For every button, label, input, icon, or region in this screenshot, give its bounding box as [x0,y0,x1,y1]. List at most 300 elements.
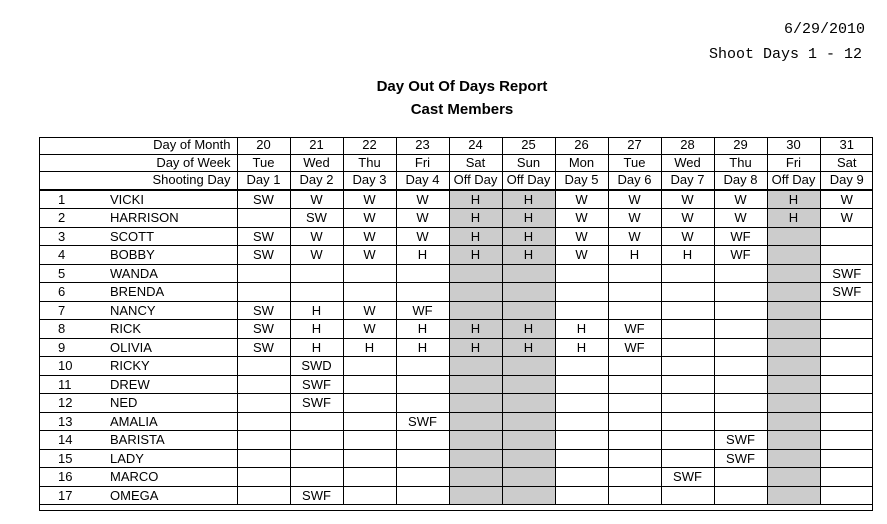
status-cell: W [555,190,608,209]
cast-number: 15 [39,449,105,468]
status-cell: SWD [290,357,343,376]
status-cell: H [290,320,343,339]
status-cell [820,431,873,450]
cast-name: NANCY [105,301,237,320]
status-cell [396,375,449,394]
status-cell [608,449,661,468]
status-cell: SWF [290,394,343,413]
status-cell [555,394,608,413]
cast-row [39,301,873,320]
cast-name: BRENDA [105,283,237,302]
cast-name: WANDA [105,264,237,283]
status-cell [608,301,661,320]
day-of-month-cell: 20 [237,137,290,154]
shooting-day-cell: Day 8 [714,172,767,190]
status-cell [290,283,343,302]
status-cell [820,227,873,246]
status-cell: H [449,320,502,339]
day-of-month-cell: 31 [820,137,873,154]
status-cell [502,394,555,413]
day-of-month-cell: 25 [502,137,555,154]
cast-row [39,431,873,450]
status-cell: W [661,227,714,246]
cast-row [39,375,873,394]
status-cell: W [661,209,714,228]
status-cell [449,412,502,431]
status-cell: SW [237,338,290,357]
cast-number: 4 [39,246,105,265]
cast-row [39,246,873,265]
status-cell [661,431,714,450]
status-cell [343,357,396,376]
status-cell [502,357,555,376]
shooting-day-cell: Day 7 [661,172,714,190]
cast-name: OMEGA [105,486,237,505]
status-cell: W [343,246,396,265]
status-cell [237,468,290,487]
day-of-week-cell: Sat [449,154,502,172]
status-cell [661,264,714,283]
status-cell: W [343,190,396,209]
cast-row [39,209,873,228]
status-cell [714,486,767,505]
day-of-week-cell: Mon [555,154,608,172]
cast-name: RICK [105,320,237,339]
status-cell [237,431,290,450]
status-cell: H [449,338,502,357]
shooting-day-cell: Day 9 [820,172,873,190]
status-cell: H [343,338,396,357]
report-title: Day Out Of Days Report [376,78,548,95]
status-cell: W [555,209,608,228]
status-cell: W [396,227,449,246]
status-cell [343,375,396,394]
shooting-day-cell: Day 6 [608,172,661,190]
status-cell: H [396,320,449,339]
status-cell: H [290,301,343,320]
status-cell: H [502,246,555,265]
cast-name: VICKI [105,190,237,209]
cast-number: 10 [39,357,105,376]
status-cell: H [661,246,714,265]
status-cell [555,357,608,376]
status-cell: SW [237,190,290,209]
status-cell [820,486,873,505]
status-cell: H [608,246,661,265]
status-cell [237,375,290,394]
status-cell: SWF [290,486,343,505]
status-cell: W [661,190,714,209]
day-of-month-cell: 22 [343,137,396,154]
status-cell: W [608,190,661,209]
status-cell [502,301,555,320]
status-cell [767,486,820,505]
status-cell [608,412,661,431]
status-cell [449,264,502,283]
cast-number: 3 [39,227,105,246]
status-cell [767,449,820,468]
status-cell [449,357,502,376]
status-cell [820,338,873,357]
status-cell: W [343,209,396,228]
status-cell [396,431,449,450]
cast-number: 6 [39,283,105,302]
day-of-week-cell: Thu [343,154,396,172]
day-of-week-cell: Fri [767,154,820,172]
status-cell [502,283,555,302]
status-cell: H [449,209,502,228]
day-of-week-cell: Sat [820,154,873,172]
status-cell: H [502,338,555,357]
status-cell: W [820,190,873,209]
status-cell: W [555,246,608,265]
status-cell [502,412,555,431]
status-cell [237,486,290,505]
status-cell: H [502,320,555,339]
status-cell: H [555,338,608,357]
status-cell [714,264,767,283]
status-cell [290,431,343,450]
status-cell [820,468,873,487]
cast-row [39,227,873,246]
day-of-month-cell: 28 [661,137,714,154]
status-cell [449,283,502,302]
status-cell [714,394,767,413]
status-cell [237,209,290,228]
status-cell [396,264,449,283]
status-cell: SW [237,320,290,339]
status-cell [555,301,608,320]
status-cell [820,394,873,413]
cast-number: 11 [39,375,105,394]
report-date: 6/29/2010 [783,21,865,38]
status-cell [502,449,555,468]
status-cell [290,468,343,487]
day-of-month-cell: 21 [290,137,343,154]
status-cell: H [502,209,555,228]
shooting-day-cell: Day 4 [396,172,449,190]
status-cell [661,412,714,431]
status-cell [661,338,714,357]
status-cell [661,486,714,505]
status-cell [396,486,449,505]
status-cell [237,412,290,431]
status-cell: SWF [714,431,767,450]
cast-number: 14 [39,431,105,450]
shoot-days-range: Shoot Days 1 - 12 [708,46,862,63]
status-cell: W [608,227,661,246]
day-of-week-cell: Wed [661,154,714,172]
cast-row [39,283,873,302]
status-cell: H [396,338,449,357]
status-cell: H [502,190,555,209]
status-cell: SW [290,209,343,228]
status-cell [343,449,396,468]
status-cell [396,357,449,376]
cast-number: 2 [39,209,105,228]
status-cell: SWF [396,412,449,431]
day-of-month-header-row [39,137,873,154]
status-cell [502,264,555,283]
cast-row [39,190,873,209]
cast-row [39,338,873,357]
status-cell [714,375,767,394]
status-cell [767,320,820,339]
status-cell: H [396,246,449,265]
cast-name: BARISTA [105,431,237,450]
status-cell: SWF [290,375,343,394]
status-cell: W [343,227,396,246]
status-cell: SW [237,301,290,320]
status-cell: H [290,338,343,357]
status-cell: W [555,227,608,246]
status-cell: W [396,209,449,228]
cast-row [39,412,873,431]
status-cell: W [396,190,449,209]
cast-name: DREW [105,375,237,394]
status-cell [555,431,608,450]
day-of-month-cell: 30 [767,137,820,154]
status-cell [714,468,767,487]
cast-number: 9 [39,338,105,357]
status-cell [555,468,608,487]
status-cell [767,338,820,357]
status-cell [396,394,449,413]
status-cell: H [555,320,608,339]
shooting-day-cell: Off Day [767,172,820,190]
status-cell [237,357,290,376]
day-of-week-cell: Thu [714,154,767,172]
status-cell [767,301,820,320]
status-cell [449,394,502,413]
status-cell [661,320,714,339]
shooting-day-label: Shooting Day [39,172,237,190]
status-cell [820,246,873,265]
cast-number: 13 [39,412,105,431]
status-cell [555,486,608,505]
status-cell [714,301,767,320]
status-cell: W [290,190,343,209]
day-of-week-label: Day of Week [39,154,237,172]
status-cell: WF [396,301,449,320]
status-cell: H [449,227,502,246]
status-cell [661,375,714,394]
status-cell: SW [237,246,290,265]
day-of-week-cell: Tue [608,154,661,172]
cast-name: SCOTT [105,227,237,246]
day-of-month-label: Day of Month [39,137,237,154]
status-cell [661,301,714,320]
shooting-day-cell: Off Day [502,172,555,190]
day-of-month-cell: 29 [714,137,767,154]
shooting-day-cell: Day 3 [343,172,396,190]
cast-row [39,357,873,376]
day-out-of-days-table [39,137,873,505]
status-cell [343,412,396,431]
status-cell [555,412,608,431]
status-cell [608,357,661,376]
status-cell: H [767,209,820,228]
cast-row [39,394,873,413]
status-cell [343,431,396,450]
status-cell: W [714,209,767,228]
status-cell [343,486,396,505]
day-of-week-cell: Sun [502,154,555,172]
day-of-month-cell: 23 [396,137,449,154]
status-cell [714,412,767,431]
status-cell [555,375,608,394]
status-cell [767,264,820,283]
day-of-month-cell: 26 [555,137,608,154]
cast-number: 1 [39,190,105,209]
status-cell [767,375,820,394]
status-cell: WF [608,338,661,357]
status-cell: H [449,246,502,265]
status-cell [343,264,396,283]
status-cell [237,264,290,283]
cast-name: MARCO [105,468,237,487]
day-of-week-cell: Wed [290,154,343,172]
status-cell: SWF [820,264,873,283]
status-cell [290,412,343,431]
status-cell [820,320,873,339]
status-cell: H [449,190,502,209]
status-cell: WF [608,320,661,339]
status-cell [767,246,820,265]
status-cell [661,357,714,376]
status-cell [290,449,343,468]
status-cell: WF [714,227,767,246]
status-cell [714,320,767,339]
status-cell [820,301,873,320]
status-cell: H [767,190,820,209]
cast-number: 12 [39,394,105,413]
status-cell [396,468,449,487]
status-cell [767,412,820,431]
cast-number: 17 [39,486,105,505]
status-cell [767,357,820,376]
status-cell: W [608,209,661,228]
shooting-day-cell: Day 2 [290,172,343,190]
cast-row [39,264,873,283]
status-cell [343,394,396,413]
status-cell [290,264,343,283]
status-cell [555,264,608,283]
status-cell: H [502,227,555,246]
cast-name: BOBBY [105,246,237,265]
status-cell [396,283,449,302]
day-of-month-cell: 24 [449,137,502,154]
status-cell [449,486,502,505]
status-cell: WF [714,246,767,265]
status-cell: W [290,227,343,246]
status-cell [449,449,502,468]
status-cell [608,283,661,302]
status-cell [343,468,396,487]
status-cell [449,375,502,394]
status-cell [396,449,449,468]
status-cell [343,283,396,302]
status-cell [608,394,661,413]
status-cell [820,412,873,431]
status-cell: W [290,246,343,265]
cast-name: AMALIA [105,412,237,431]
cast-row [39,468,873,487]
day-of-week-cell: Tue [237,154,290,172]
status-cell [661,394,714,413]
status-cell: W [343,301,396,320]
status-cell: W [343,320,396,339]
status-cell [608,431,661,450]
shooting-day-cell: Day 5 [555,172,608,190]
status-cell [661,449,714,468]
cast-number: 5 [39,264,105,283]
day-of-week-header-row [39,154,873,172]
status-cell [820,449,873,468]
status-cell: W [820,209,873,228]
cast-number: 8 [39,320,105,339]
status-cell [237,449,290,468]
status-cell [661,283,714,302]
cast-row [39,486,873,505]
day-of-month-cell: 27 [608,137,661,154]
status-cell [820,375,873,394]
status-cell: W [714,190,767,209]
cast-number: 7 [39,301,105,320]
shooting-day-header-row [39,172,873,190]
status-cell [502,431,555,450]
status-cell [767,431,820,450]
status-cell [555,283,608,302]
cast-name: OLIVIA [105,338,237,357]
cast-name: HARRISON [105,209,237,228]
shooting-day-cell: Day 1 [237,172,290,190]
status-cell [608,486,661,505]
shooting-day-cell: Off Day [449,172,502,190]
status-cell [767,227,820,246]
status-cell [714,283,767,302]
cast-row [39,320,873,339]
status-cell [714,357,767,376]
status-cell [449,431,502,450]
status-cell [714,338,767,357]
status-cell [449,468,502,487]
status-cell: SW [237,227,290,246]
report-subtitle: Cast Members [410,101,514,118]
status-cell: SWF [820,283,873,302]
status-cell: SWF [661,468,714,487]
cast-row [39,449,873,468]
status-cell [237,394,290,413]
status-cell: SWF [714,449,767,468]
status-cell [767,394,820,413]
status-cell [449,301,502,320]
status-cell [502,468,555,487]
status-cell [237,283,290,302]
status-cell [608,264,661,283]
status-cell [608,375,661,394]
status-cell [608,468,661,487]
cast-name: NED [105,394,237,413]
status-cell [502,375,555,394]
status-cell [555,449,608,468]
status-cell [767,468,820,487]
cast-name: RICKY [105,357,237,376]
cast-number: 16 [39,468,105,487]
day-of-week-cell: Fri [396,154,449,172]
status-cell [767,283,820,302]
status-cell [820,357,873,376]
